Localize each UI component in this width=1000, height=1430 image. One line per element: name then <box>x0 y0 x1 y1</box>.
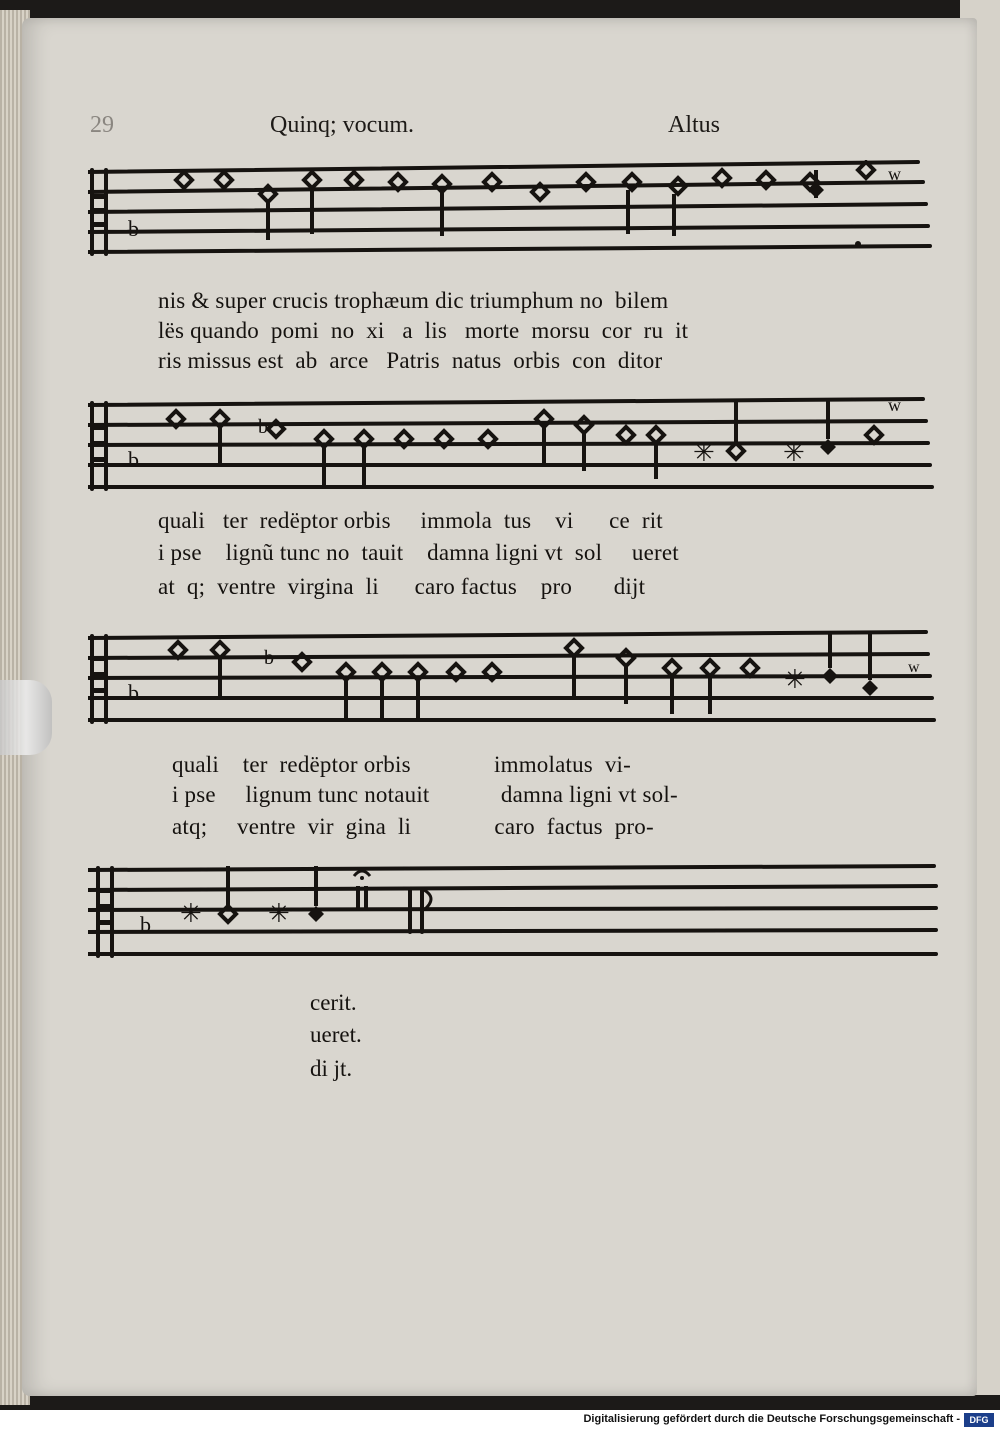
lyric-line: i pse lignum tunc notauit damna ligni vt sol- <box>172 782 678 807</box>
svg-text:b: b <box>264 647 274 669</box>
svg-text:✳: ✳ <box>268 899 290 928</box>
ending-word: cerit. <box>310 990 357 1015</box>
svg-text:b: b <box>258 416 268 438</box>
lyric-line: i pse lignũ tunc no tauit damna ligni vt sol ueret <box>158 540 679 565</box>
lyric-line: ris missus est ab arce Patris natus orbis con ditor <box>158 348 663 373</box>
svg-text:✳: ✳ <box>784 665 806 694</box>
page-clip <box>0 680 52 755</box>
svg-text:b: b <box>128 447 139 472</box>
svg-text:✳: ✳ <box>693 438 715 467</box>
lyric-line: at q; ventre virgina li caro factus pro dijt <box>158 574 646 599</box>
voice-part-label: Altus <box>668 112 721 138</box>
lyric-line: atq; ventre vir gina li caro factus pro- <box>172 814 654 839</box>
lyric-line: quali ter redëptor orbis immolatus vi- <box>172 752 631 777</box>
staff-1-notation <box>88 160 938 260</box>
svg-text:w: w <box>888 395 901 415</box>
ending-word: ueret. <box>310 1022 362 1047</box>
digitization-footer <box>0 1410 1000 1430</box>
lyric-line: nis & super crucis trophæum dic triumphum no bilem <box>158 288 669 313</box>
staff-3-notation <box>88 628 938 728</box>
music-staff-1 <box>88 160 938 260</box>
music-staff-3 <box>88 628 938 728</box>
svg-text:w: w <box>908 659 920 676</box>
page-title: Quinq; vocum. <box>270 112 414 138</box>
music-staff-2 <box>88 395 938 495</box>
svg-text:b: b <box>128 216 139 241</box>
svg-text:✳: ✳ <box>180 899 202 928</box>
ending-word: di jt. <box>310 1056 353 1081</box>
page-number: 29 <box>90 112 114 138</box>
svg-text:w: w <box>888 164 901 184</box>
music-staff-4 <box>88 862 938 962</box>
footer-credit-text: Digitalisierung gefördert durch die Deutsche Forschungsgemeinschaft - <box>583 1413 960 1425</box>
lyric-line: lës quando pomi no xi a lis morte morsu cor ru it <box>158 318 689 343</box>
staff-4-notation <box>88 862 938 962</box>
svg-text:✳: ✳ <box>783 438 805 467</box>
dfg-logo: DFG <box>964 1413 994 1427</box>
staff-2-notation <box>88 395 938 495</box>
lyric-line: quali ter redëptor orbis immola tus vi ce rit <box>158 508 663 533</box>
svg-text:b: b <box>140 912 151 937</box>
svg-text:b: b <box>128 680 139 705</box>
